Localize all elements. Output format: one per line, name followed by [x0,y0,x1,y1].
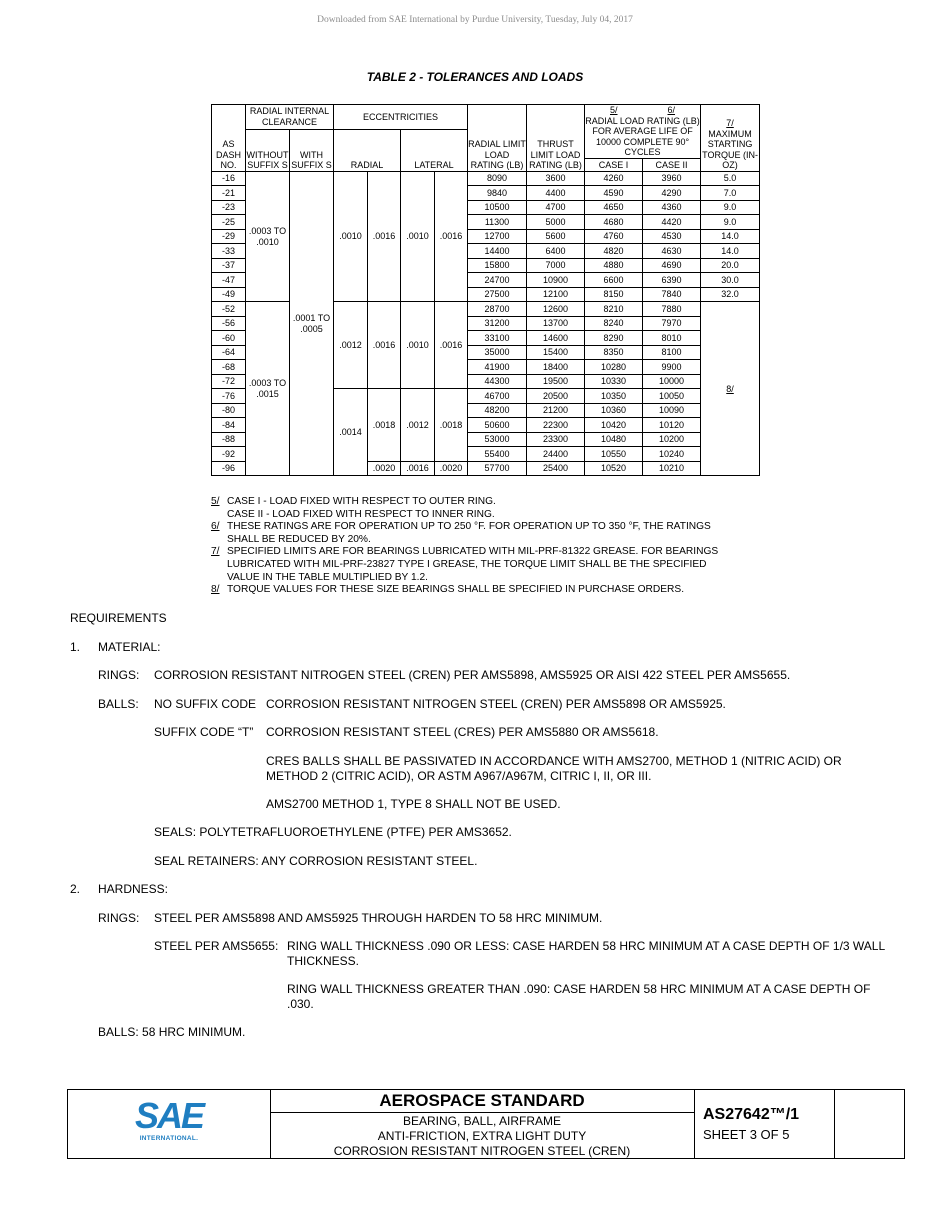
thrust-limit-load: 6400 [527,244,585,259]
radial-load-case-1: 10420 [585,418,643,433]
radial-limit-load: 50600 [468,418,527,433]
dash-number: -72 [212,374,246,389]
seal-retainers-text: SEAL RETAINERS: ANY CORROSION RESISTANT STEEL. [154,854,478,868]
radial-load-case-1: 10350 [585,389,643,404]
ecc-radial-1: .0010 [334,171,368,302]
footer-title-cell [270,1090,695,1158]
footer-doc-cell [694,1090,835,1158]
material-balls-label: BALLS: [98,697,139,711]
header-case-1: CASE I [585,158,643,171]
ecc-lateral-2: .0016 [435,302,468,389]
radial-load-case-2: 4360 [643,200,701,215]
radial-load-case-2: 4420 [643,215,701,230]
table-note [211,546,771,584]
radial-load-case-1: 4650 [585,200,643,215]
thrust-limit-load: 15400 [527,345,585,360]
dash-number: -88 [212,432,246,447]
thrust-limit-load: 12600 [527,302,585,317]
radial-load-case-2: 7880 [643,302,701,317]
header-without-suffix: WITHOUT SUFFIX S [246,130,290,172]
radial-load-case-1: 8150 [585,287,643,302]
table-title: TABLE 2 - TOLERANCES AND LOADS [366,70,584,84]
header-ecc-lateral: LATERAL [401,130,468,172]
radial-load-case-2: 4630 [643,244,701,259]
radial-load-case-2: 9900 [643,360,701,375]
no-suffix-text: CORROSION RESISTANT NITROGEN STEEL (CREN) PER AMS5898 OR AMS5925. [266,697,726,711]
header-thrust-limit: THRUST LIMIT LOAD RATING (LB) [527,105,585,172]
dash-number: -92 [212,447,246,462]
radial-load-case-2: 4290 [643,186,701,201]
document-number: AS27642™/1 [703,1106,800,1123]
radial-load-case-2: 10000 [643,374,701,389]
radial-load-case-2: 3960 [643,171,701,186]
radial-limit-load: 28700 [468,302,527,317]
radial-load-rating-label: RADIAL LOAD RATING (LB) FOR AVERAGE LIFE OF 10000 COMPLETE 90° CYCLES [585,115,700,158]
radial-load-case-2: 6390 [643,273,701,288]
dash-number: -49 [212,287,246,302]
dash-number: -96 [212,461,246,476]
header-radial-limit: RADIAL LIMIT LOAD RATING (LB) [468,105,527,172]
thrust-limit-load: 25400 [527,461,585,476]
thrust-limit-load: 18400 [527,360,585,375]
radial-load-case-2: 10200 [643,432,701,447]
header-dash: AS DASH NO. [212,105,246,172]
radial-limit-load: 41900 [468,360,527,375]
hardness-title: HARDNESS: [98,882,169,896]
radial-load-case-2: 10210 [643,461,701,476]
radial-limit-load: 46700 [468,389,527,404]
header-radial-internal-clearance: RADIAL INTERNAL CLEARANCE [246,105,334,130]
starting-torque: 5.0 [701,171,760,186]
note-text [227,496,771,521]
ecc-radial-2: .0016 [368,302,401,389]
note-text [227,584,771,597]
table-row [212,171,760,186]
radial-load-case-1: 10480 [585,432,643,447]
radial-limit-load: 11300 [468,215,527,230]
footnote-ref-8: 8/ [726,383,734,394]
radial-load-case-1: 8350 [585,345,643,360]
radial-load-case-1: 4760 [585,229,643,244]
thrust-limit-load: 19500 [527,374,585,389]
radial-limit-load: 27500 [468,287,527,302]
dash-number: -76 [212,389,246,404]
starting-torque: 30.0 [701,273,760,288]
note-text [227,521,771,546]
thrust-limit-load: 5600 [527,229,585,244]
radial-load-case-1: 6600 [585,273,643,288]
clearance-without-suffix: .0003 TO .0010 [246,171,290,302]
header-radial-load-rating [585,105,701,159]
radial-limit-load: 14400 [468,244,527,259]
dash-number: -47 [212,273,246,288]
starting-torque: 14.0 [701,229,760,244]
dash-number: -16 [212,171,246,186]
starting-torque: 20.0 [701,258,760,273]
radial-limit-load: 15800 [468,258,527,273]
radial-limit-load: 8090 [468,171,527,186]
radial-load-case-1: 8210 [585,302,643,317]
radial-load-case-1: 10520 [585,461,643,476]
footnote-ref-5: 5/ [610,105,618,115]
radial-limit-load: 55400 [468,447,527,462]
radial-limit-load: 10500 [468,200,527,215]
tolerances-table [211,104,760,476]
ecc-lateral-2: .0020 [435,461,468,476]
header-ecc-radial: RADIAL [334,130,401,172]
ecc-lateral-2: .0016 [435,171,468,302]
ecc-lateral-1: .0010 [401,171,435,302]
radial-load-case-2: 10090 [643,403,701,418]
suffix-t-text: CORROSION RESISTANT STEEL (CRES) PER AMS5880 OR AMS5618. [266,725,659,739]
radial-load-case-2: 4690 [643,258,701,273]
radial-load-case-2: 10120 [643,418,701,433]
starting-torque-group [701,302,760,476]
note-number: 8/ [211,584,220,596]
ecc-lateral-1: .0010 [401,302,435,389]
thrust-limit-load: 21200 [527,403,585,418]
material-number: 1. [70,640,81,654]
note-line: SHALL BE REDUCED BY 20%. [227,533,371,545]
starting-torque: 32.0 [701,287,760,302]
hardness-number: 2. [70,882,81,896]
radial-load-case-1: 4680 [585,215,643,230]
note-line: CASE I - LOAD FIXED WITH RESPECT TO OUTER RING. [227,496,496,507]
note-line: SPECIFIED LIMITS ARE FOR BEARINGS LUBRICATED WITH MIL-PRF-81322 GREASE. FOR BEARINGS [227,546,719,558]
radial-load-case-2: 8010 [643,331,701,346]
starting-torque: 9.0 [701,215,760,230]
table-note [211,496,771,521]
hardness-rings-text: STEEL PER AMS5898 AND AMS5925 THROUGH HARDEN TO 58 HRC MINIMUM. [154,911,603,925]
material-rings-text: CORROSION RESISTANT NITROGEN STEEL (CREN) PER AMS5898, AMS5925 OR AISI 422 STEEL PER AMS5655. [154,668,791,682]
radial-load-case-1: 10330 [585,374,643,389]
footer-subtitle [270,1113,694,1159]
thrust-limit-load: 3600 [527,171,585,186]
material-title: MATERIAL: [98,640,161,654]
thrust-limit-load: 24400 [527,447,585,462]
radial-load-case-1: 10280 [585,360,643,375]
table-note [211,521,771,546]
footer-logo-cell [68,1090,271,1158]
sheet-number: SHEET 3 OF 5 [703,1127,790,1142]
note-number: 6/ [211,521,220,533]
radial-limit-load: 44300 [468,374,527,389]
radial-limit-load: 31200 [468,316,527,331]
radial-limit-load: 24700 [468,273,527,288]
note-line: LUBRICATED WITH MIL-PRF-23827 TYPE I GREASE, THE TORQUE LIMIT SHALL BE THE SPECIFIED [227,558,707,570]
dash-number: -37 [212,258,246,273]
ecc-radial-1: .0014 [334,389,368,476]
radial-load-case-2: 7840 [643,287,701,302]
radial-load-case-2: 7970 [643,316,701,331]
dash-number: -21 [212,186,246,201]
clearance-without-suffix: .0003 TO .0015 [246,302,290,476]
footer-subtitle-line-3: CORROSION RESISTANT NITROGEN STEEL (CREN) [333,1144,631,1158]
dash-number: -80 [212,403,246,418]
requirements-heading: REQUIREMENTS [70,611,167,625]
footnote-ref-6: 6/ [667,105,676,115]
note-number: 7/ [211,546,220,558]
radial-limit-load: 53000 [468,432,527,447]
dash-number: -29 [212,229,246,244]
thrust-limit-load: 20500 [527,389,585,404]
aerospace-standard-title: AEROSPACE STANDARD [270,1090,694,1113]
ams2700-paragraph: AMS2700 METHOD 1, TYPE 8 SHALL NOT BE USED. [266,797,561,811]
ecc-radial-1: .0012 [334,302,368,389]
header-eccentricities: ECCENTRICITIES [334,105,468,130]
ecc-radial-2: .0016 [368,171,401,302]
seals-text: SEALS: POLYTETRAFLUOROETHYLENE (PTFE) PER AMS3652. [154,825,512,839]
download-watermark: Downloaded from SAE International by Purdue University, Tuesday, July 04, 2017 [317,15,633,25]
thrust-limit-load: 10900 [527,273,585,288]
thrust-limit-load: 7000 [527,258,585,273]
sae-logo-mark: SAE [134,1095,204,1136]
note-line: THESE RATINGS ARE FOR OPERATION UP TO 250 °F. FOR OPERATION UP TO 350 °F, THE RATINGS [227,521,711,533]
radial-load-case-1: 8240 [585,316,643,331]
suffix-t-label: SUFFIX CODE “T” [154,725,254,739]
radial-load-case-1: 10550 [585,447,643,462]
tolerances-table-body [212,171,760,476]
table-notes [211,496,771,597]
thrust-limit-load: 4400 [527,186,585,201]
dash-number: -25 [212,215,246,230]
clearance-with-suffix: .0001 TO .0005 [290,171,334,476]
steel-ams5655-text-2: RING WALL THICKNESS GREATER THAN .090: CASE HARDEN 58 HRC MINIMUM AT A CASE DEPTH OF .030. [287,982,871,1011]
thrust-limit-load: 12100 [527,287,585,302]
footnote-ref-7: 7/ [726,118,734,128]
dash-number: -68 [212,360,246,375]
ecc-lateral-1: .0016 [401,461,435,476]
dash-number: -64 [212,345,246,360]
header-torque [701,105,760,172]
hardness-balls-text: BALLS: 58 HRC MINIMUM. [98,1025,246,1039]
radial-load-case-1: 4590 [585,186,643,201]
footer-blank-cell [834,1090,904,1158]
torque-label: MAXIMUM STARTING TORQUE (IN-OZ) [702,128,758,171]
thrust-limit-load: 22300 [527,418,585,433]
dash-number: -23 [212,200,246,215]
dash-number: -33 [212,244,246,259]
radial-load-case-2: 4530 [643,229,701,244]
footer-subtitle-line-2: ANTI-FRICTION, EXTRA LIGHT DUTY [377,1129,587,1143]
dash-number: -52 [212,302,246,317]
radial-load-case-1: 4880 [585,258,643,273]
radial-limit-load: 35000 [468,345,527,360]
radial-limit-load: 9840 [468,186,527,201]
starting-torque: 9.0 [701,200,760,215]
radial-load-case-2: 10050 [643,389,701,404]
starting-torque: 7.0 [701,186,760,201]
ecc-radial-2: .0020 [368,461,401,476]
thrust-limit-load: 23300 [527,432,585,447]
thrust-limit-load: 14600 [527,331,585,346]
note-line: VALUE IN THE TABLE MULTIPLIED BY 1.2. [227,571,428,583]
sae-logo-international: INTERNATIONAL. [139,1135,199,1142]
sae-logo [123,1090,215,1159]
radial-limit-load: 33100 [468,331,527,346]
dash-number: -56 [212,316,246,331]
note-line: TORQUE VALUES FOR THESE SIZE BEARINGS SHALL BE SPECIFIED IN PURCHASE ORDERS. [227,584,685,596]
radial-limit-load: 12700 [468,229,527,244]
dash-number: -60 [212,331,246,346]
radial-load-case-1: 8290 [585,331,643,346]
dash-number: -84 [212,418,246,433]
no-suffix-label: NO SUFFIX CODE [154,697,257,711]
note-line: CASE II - LOAD FIXED WITH RESPECT TO INNER RING. [227,508,495,520]
radial-load-case-2: 10240 [643,447,701,462]
ecc-lateral-2: .0018 [435,389,468,462]
note-text [227,546,771,584]
hardness-rings-label: RINGS: [98,911,140,925]
ecc-lateral-1: .0012 [401,389,435,462]
header-case-2: CASE II [643,158,701,171]
ecc-radial-2: .0018 [368,389,401,462]
header-with-suffix: WITH SUFFIX S [290,130,334,172]
radial-load-case-1: 4260 [585,171,643,186]
thrust-limit-load: 5000 [527,215,585,230]
cres-passivation-paragraph: CRES BALLS SHALL BE PASSIVATED IN ACCORDANCE WITH AMS2700, METHOD 1 (NITRIC ACID) OR METHOD 2 (CITRIC ACID), OR ASTM A967/A967M, CITRIC I, II, OR III. [266,754,842,783]
note-number: 5/ [211,496,220,507]
radial-limit-load: 57700 [468,461,527,476]
radial-load-case-2: 8100 [643,345,701,360]
material-rings-label: RINGS: [98,668,140,682]
steel-ams5655-text-1: RING WALL THICKNESS .090 OR LESS: CASE HARDEN 58 HRC MINIMUM AT A CASE DEPTH OF 1/3 WALL THICKNESS. [287,939,885,968]
thrust-limit-load: 4700 [527,200,585,215]
radial-load-case-1: 10360 [585,403,643,418]
table-note [211,584,771,597]
footer-title-block [67,1089,905,1159]
radial-load-case-1: 4820 [585,244,643,259]
radial-limit-load: 48200 [468,403,527,418]
starting-torque: 14.0 [701,244,760,259]
footer-subtitle-line-1: BEARING, BALL, AIRFRAME [402,1114,562,1128]
steel-ams5655-label: STEEL PER AMS5655: [154,939,279,953]
thrust-limit-load: 13700 [527,316,585,331]
